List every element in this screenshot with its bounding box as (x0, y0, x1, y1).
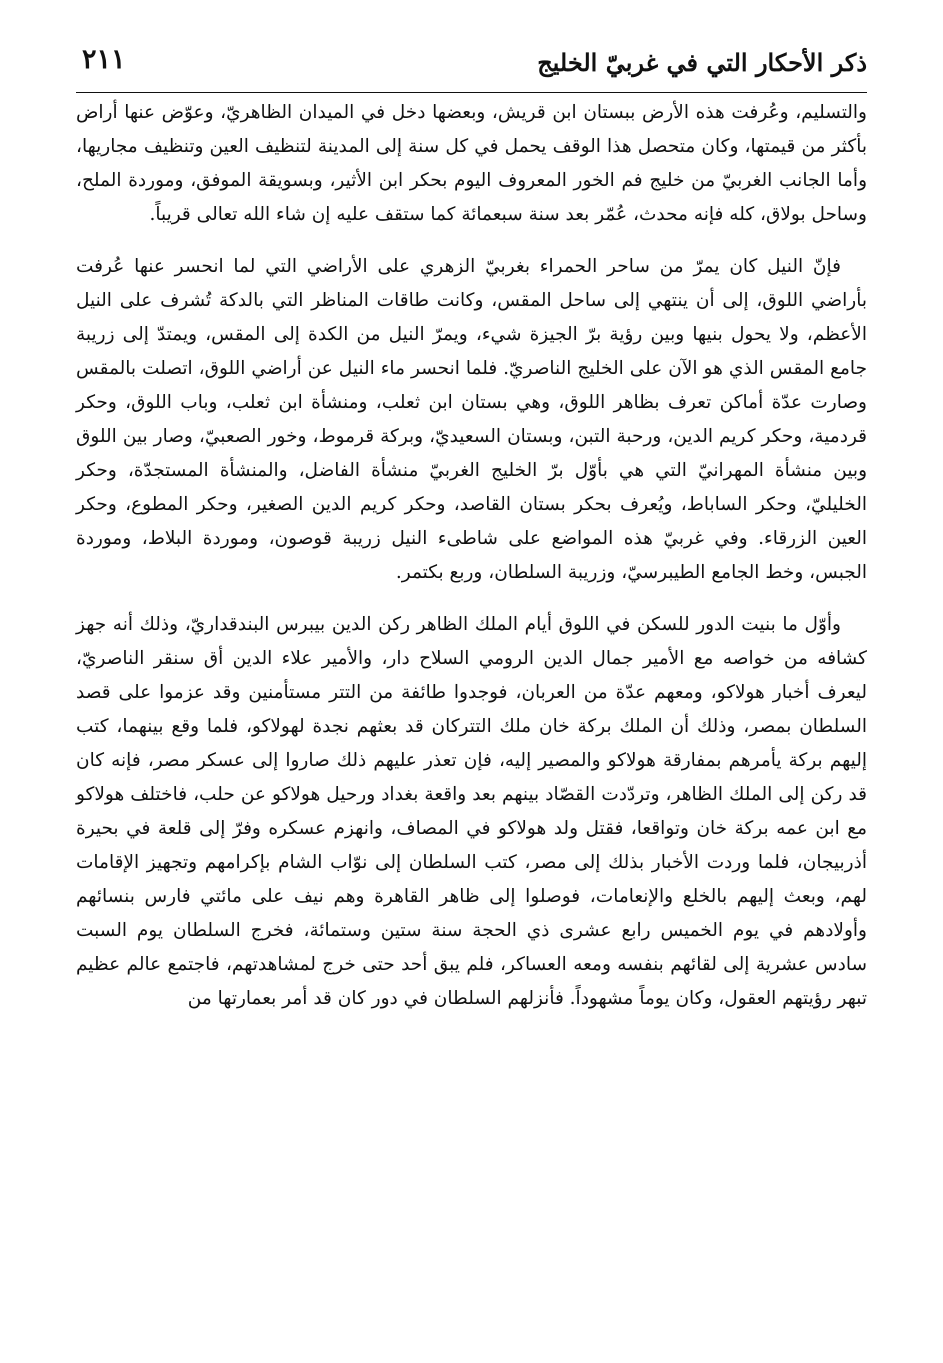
running-title: ذكر الأحكار التي في غربيّ الخليج (537, 48, 867, 77)
page-number: ٢١١ (82, 44, 126, 75)
page-body (76, 96, 867, 1333)
paragraph-3: وأوّل ما بنيت الدور للسكن في اللوق أيام الملك الظاهر ركن الدين بيبرس البندقداريّ، وذلك أنه جهز كشافه من خواصه مع الأمير جمال الدين الرومي السلاح دار، والأمير علاء الدين أق سنقر الناصريّ، ليعرف أخبار هولاكو، ومعهم عدّة من العربان، فوجدوا طائفة من التتر مستأمنين وقد عزموا على قصد السلطان بمصر، وذلك أن الملك بركة خان ملك التتركان قد بعثهم نجدة لهولاكو، فلما وقع بينهما، كتب إليهم بركة يأمرهم بمفارقة هولاكو والمصير إليه، فإن تعذر عليهم ذلك صاروا إلى عسكر مصر، فإنه كان قد ركن إلى الملك الظاهر، وتردّدت القصّاد بينهم بعد واقعة بغداد ورحيل هولاكو عن حلب، فاختلف هولاكو مع ابن عمه بركة خان وتواقعا، فقتل ولد هولاكو في المصاف، وانهزم عسكره وفرّ إلى قلعة في بحيرة أذربيجان، فلما وردت الأخبار بذلك إلى مصر، كتب السلطان إلى نوّاب الشام بإكرامهم وتجهيز الإقامات لهم، وبعث إليهم بالخلع والإنعامات، فوصلوا إلى ظاهر القاهرة وهم نيف على مائتي فارس بنسائهم وأولادهم في يوم الخميس رابع عشرى ذي الحجة سنة ستين وستمائة، فخرج السلطان يوم السبت سادس عشرية إلى لقائهم بنفسه ومعه العساكر، فلم يبق أحد حتى خرج لمشاهدتهم، فاجتمع عالم عظيم تبهر رؤيتهم العقول، وكان يوماً مشهوداً. فأنزلهم السلطان في دور كان قد أمر بعمارتها من (76, 614, 867, 1009)
page-header (76, 38, 867, 93)
paragraph-1: والتسليم، وعُرفت هذه الأرض ببستان ابن قريش، وبعضها دخل في الميدان الظاهريّ، وعوّض عنها أراض بأكثر من قيمتها، وكان متحصل هذا الوقف يحمل في كل سنة إلى المدينة لتنظيف العين وتنظيف مجاريها، وأما الجانب الغربيّ من خليج فم الخور المعروف اليوم بحكر ابن الأثير، وبسويقة الموفق، وموردة الملح، وساحل بولاق، كله فإنه محدث، عُمّر بعد سنة سبعمائة كما ستقف عليه إن شاء الله تعالى قريباً. (76, 102, 867, 225)
paragraph-2: فإنّ النيل كان يمرّ من ساحر الحمراء بغربيّ الزهري على الأراضي التي لما انحسر عنها عُرفت بأراضي اللوق، إلى أن ينتهي إلى ساحل المقس، وكانت طاقات المناظر التي بالدكة تُشرف على النيل الأعظم، ولا يحول بنيها وبين رؤية برّ الجيزة شيء، ويمرّ النيل من الكدة إلى المقس، ويمتدّ إلى زريبة جامع المقس الذي هو الآن على الخليج الناصريّ. فلما انحسر ماء النيل عن أراضي اللوق، اتصلت بالمقس وصارت عدّة أماكن تعرف بظاهر اللوق، وهي بستان ابن ثعلب، ومنشأة ابن ثعلب، وباب اللوق، وحكر قردمية، وحكر كريم الدين، ورحبة التبن، وبستان السعيديّ، وبركة قرموط، وخور الصعبيّ، وصار بين اللوق وبين منشأة المهرانيّ التي هي بأوّل برّ الخليج الغربيّ منشأة الفاضل، والمنشأة المستجدّة، وحكر الخليليّ، وحكر الساباط، ويُعرف بحكر بستان القاصد، وحكر كريم الدين الصغير، وحكر المطوع، وحكر العين الزرقاء. وفي غربيّ هذه المواضع على شاطىء النيل زريبة قوصون، وموردة البلاط، وموردة الجبس، وخط الجامع الطيبرسيّ، وزريبة السلطان، وربع بكتمر. (76, 256, 867, 583)
